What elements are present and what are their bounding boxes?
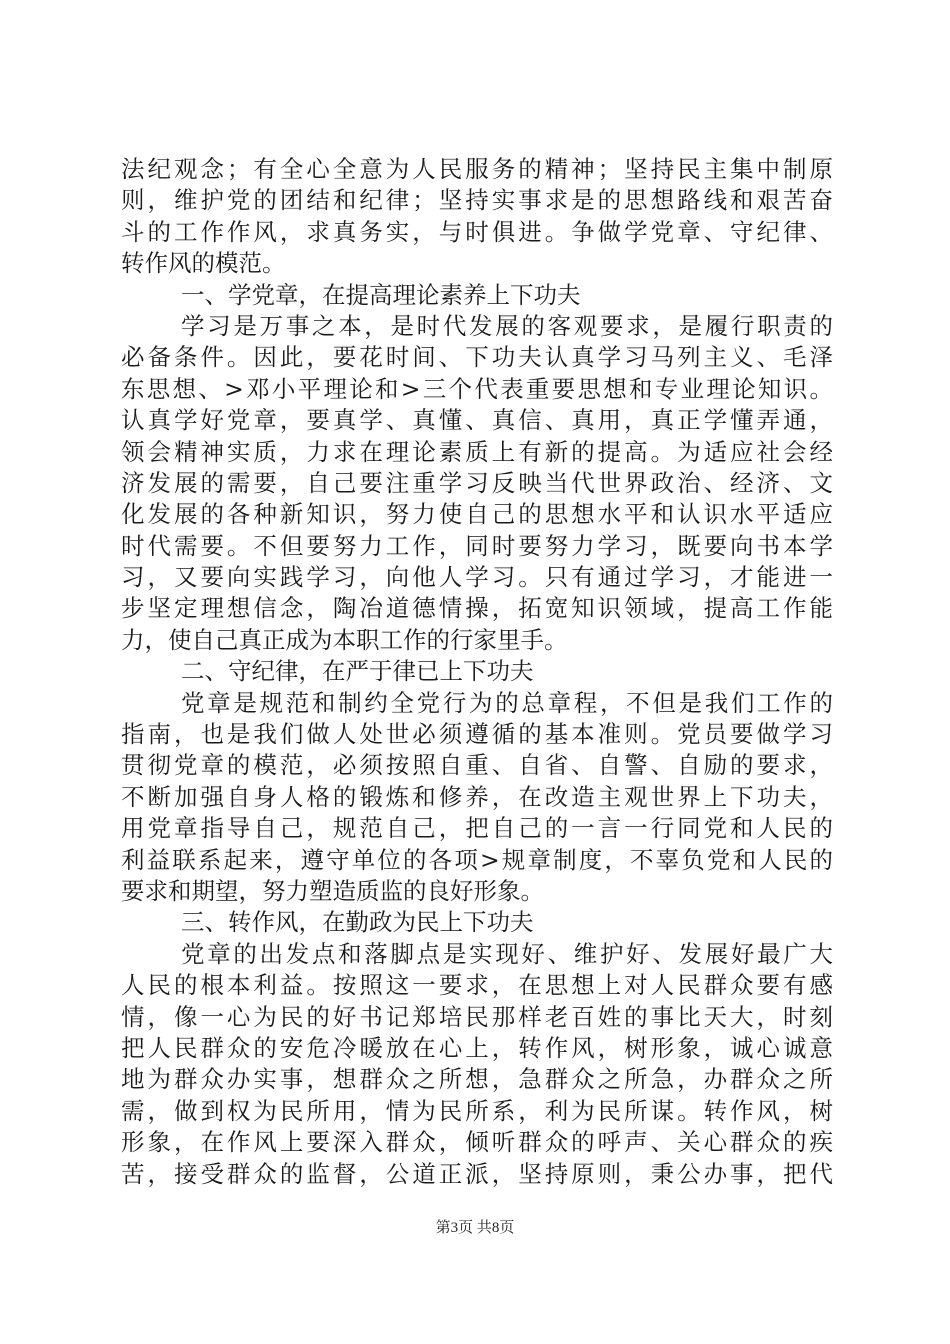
text-line: 党章是规范和制约全党行为的总章程，不但是我们工作的 bbox=[181, 688, 833, 717]
text-line: 必备条件。因此，要花时间、下功夫认真学习马列主义、毛泽 bbox=[121, 343, 833, 372]
text-line: 人民的根本利益。按照这一要求，在思想上对人民群众要有感 bbox=[121, 971, 833, 1000]
text-line: 指南，也是我们做人处世必须遵循的基本准则。党员要做学习 bbox=[121, 720, 833, 749]
text-line: 情，像一心为民的好书记郑培民那样老百姓的事比天大，时刻 bbox=[121, 1002, 833, 1031]
body-text bbox=[121, 154, 833, 1190]
text-line: 利益联系起来，遵守单位的各项>规章制度，不辜负党和人民的 bbox=[121, 845, 833, 874]
text-line: 习，又要向实践学习，向他人学习。只有通过学习，才能进一 bbox=[121, 563, 833, 592]
text-line: 转作风的模范。 bbox=[121, 249, 286, 278]
text-line: 斗的工作作风，求真务实，与时俱进。争做学党章、守纪律、 bbox=[121, 217, 833, 246]
text-line: 要求和期望，努力塑造质监的良好形象。 bbox=[121, 876, 544, 905]
section-heading-2: 二、守纪律，在严于律已上下功夫 bbox=[181, 657, 534, 686]
text-line: 法纪观念；有全心全意为人民服务的精神；坚持民主集中制原 bbox=[121, 155, 833, 183]
text-line: 力，使自己真正成为本职工作的行家里手。 bbox=[121, 625, 568, 654]
text-line: 领会精神实质，力求在理论素质上有新的提高。为适应社会经 bbox=[121, 437, 833, 466]
text-line: 苦，接受群众的监督，公道正派，坚持原则，秉公办事，把代 bbox=[121, 1159, 833, 1188]
text-line: 时代需要。不但要努力工作，同时要努力学习，既要向书本学 bbox=[121, 531, 833, 560]
text-line: 需，做到权为民所用，情为民所系，利为民所谋。转作风，树 bbox=[121, 1096, 833, 1125]
text-line: 则，维护党的团结和纪律；坚持实事求是的思想路线和艰苦奋 bbox=[121, 186, 833, 215]
text-line: 化发展的各种新知识，努力使自己的思想水平和认识水平适应 bbox=[121, 500, 833, 529]
text-line: 东思想、>邓小平理论和>三个代表重要思想和专业理论知识。 bbox=[121, 374, 833, 403]
text-line: 步坚定理想信念，陶冶道德情操，拓宽知识领域，提高工作能 bbox=[121, 594, 833, 623]
text-line: 学习是万事之本，是时代发展的客观要求，是履行职责的 bbox=[181, 311, 833, 340]
page-footer: 第3页 共8页 bbox=[435, 1220, 515, 1236]
text-line: 贯彻党章的模范，必须按照自重、自省、自警、自励的要求， bbox=[121, 751, 833, 780]
text-line: 形象，在作风上要深入群众，倾听群众的呼声、关心群众的疾 bbox=[121, 1128, 833, 1157]
section-heading-1: 一、学党章，在提高理论素养上下功夫 bbox=[181, 280, 581, 309]
text-line: 不断加强自身人格的锻炼和修养，在改造主观世界上下功夫， bbox=[121, 782, 833, 811]
section-heading-3: 三、转作风，在勤政为民上下功夫 bbox=[181, 908, 534, 937]
text-line: 党章的出发点和落脚点是实现好、维护好、发展好最广大 bbox=[181, 939, 833, 968]
text-line: 济发展的需要，自己要注重学习反映当代世界政治、经济、文 bbox=[121, 468, 833, 497]
text-line: 用党章指导自己，规范自己，把自己的一言一行同党和人民的 bbox=[121, 814, 833, 843]
text-line: 认真学好党章，要真学、真懂、真信、真用，真正学懂弄通， bbox=[121, 406, 833, 435]
text-line: 把人民群众的安危冷暖放在心上，转作风，树形象，诚心诚意 bbox=[121, 1033, 833, 1062]
text-line: 地为群众办实事，想群众之所想，急群众之所急，办群众之所 bbox=[121, 1065, 833, 1094]
